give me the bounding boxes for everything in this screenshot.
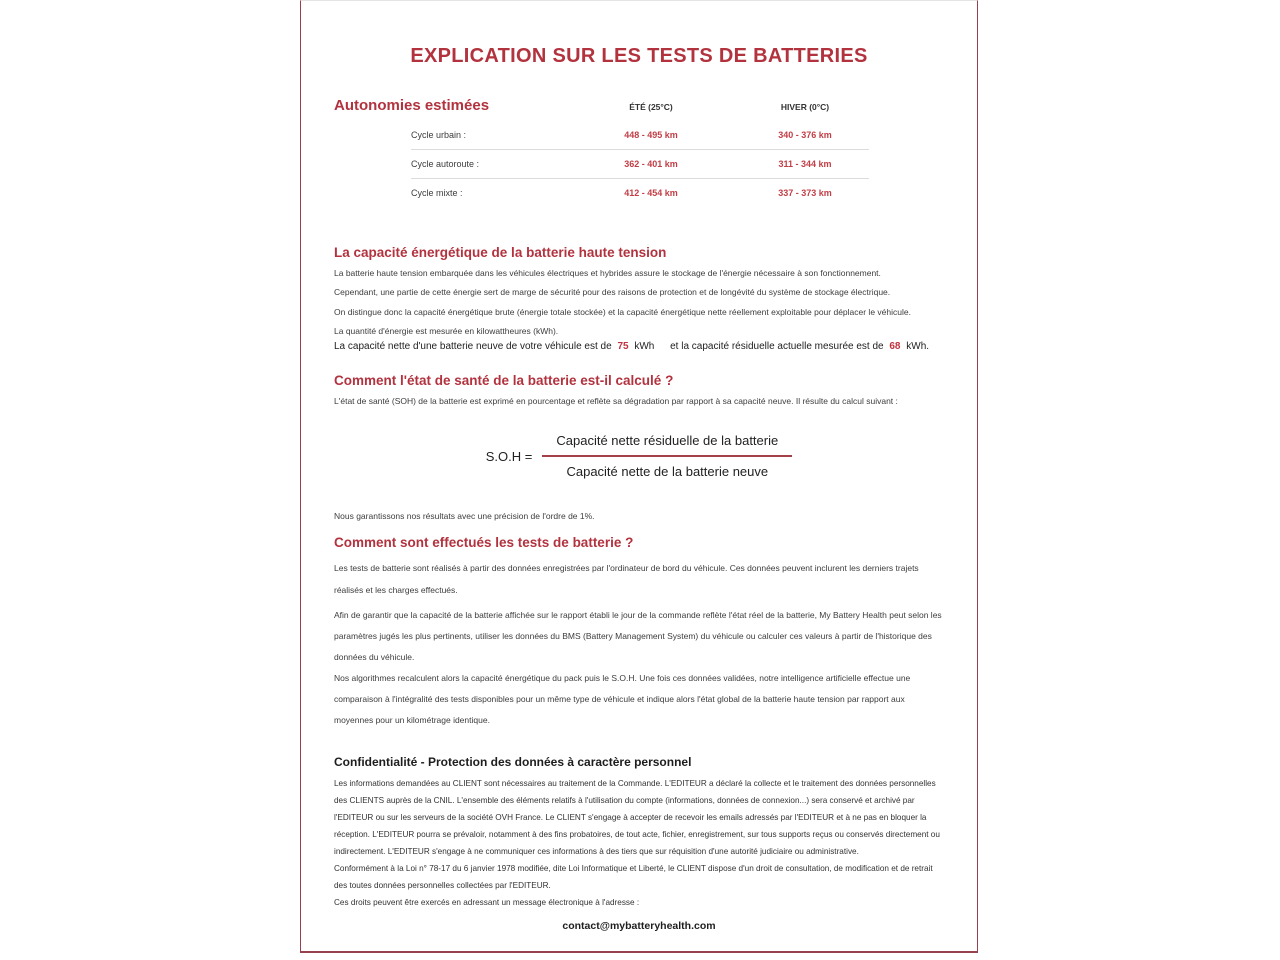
table-row: [411, 149, 869, 178]
row-value-winter: 340 - 376 km: [778, 129, 832, 140]
column-header-winter: HIVER (0°C): [780, 102, 830, 112]
summary-prefix: La capacité nette d'une batterie neuve de votre véhicule est de: [334, 341, 612, 352]
section-heading-soh: Comment l'état de santé de la batterie est-il calculé ?: [334, 373, 674, 388]
summary-middle: et la capacité résiduelle actuelle mesurée est de: [670, 341, 884, 352]
capacity-line: La batterie haute tension embarquée dans les véhicules électriques et hybrides assure le stockage de l'énergie nécessaire à son fonctionnement.: [334, 268, 881, 278]
capacity-line: La quantité d'énergie est mesurée en kilowattheures (kWh).: [334, 325, 559, 336]
capacity-line: Cependant, une partie de cette énergie sert de marge de sécurité pour des raisons de protection et de longévité du système de stockage électrique.: [334, 287, 891, 298]
privacy-closing: Ces droits peuvent être exercés en adressant un message électronique à l'adresse :: [334, 898, 640, 907]
privacy-paragraph: Les informations demandées au CLIENT sont nécessaires au traitement de la Commande. L'EDITEUR a déclaré la collecte et le traitement des données personnelles des CLIENTS auprès de la CNIL. L'ensemble des éléments relatifs à l'utilisation du compte (informations, données de connexion...) sera conservé et archivé par l'EDITEUR ou sur les serveurs de la société OVH France. Le CLIENT s'engage à accepter de recevoir les emails adressés par l'EDITEUR et à ne pas en bloquer la réception. L'EDITEUR pourra se prévaloir, notamment à des fins probatoires, de tout acte, fichier, enregistrement, sur tous supports reçus ou conservés directement ou indirectement. L'EDITEUR s'engage à ne communiquer ces informations à des tiers que sur réquisition d'une autorité judiciaire ou administrative.: [334, 779, 940, 856]
section-heading-tests: Comment sont effectués les tests de batterie ?: [334, 535, 634, 550]
unit-kwh: kWh: [634, 341, 655, 352]
table-row: [411, 120, 869, 149]
autonomy-heading: Autonomies estimées: [334, 97, 490, 114]
soh-intro: L'état de santé (SOH) de la batterie est exprimé en pourcentage et reflète sa dégradation par rapport à sa capacité neuve. Il résulte du calcul suivant :: [334, 396, 898, 406]
privacy-paragraph: Conformément à la Loi n° 78-17 du 6 janvier 1978 modifiée, dite Loi Informatique et Liberté, le CLIENT dispose d'un droit de consultation, de modification et de retrait des toutes données personnelles collectées par l'EDITEUR.: [334, 864, 933, 890]
capacity-summary: [334, 341, 944, 352]
autonomy-header: [334, 97, 944, 114]
unit-kwh: kWh.: [906, 341, 930, 352]
formula-label: S.O.H =: [485, 448, 533, 464]
column-header-summer: ÉTÉ (25°C): [629, 102, 673, 112]
section-heading-capacity: La capacité énergétique de la batterie haute tension: [334, 245, 667, 260]
capacity-paragraph: [334, 264, 944, 341]
table-row: [411, 178, 869, 207]
section-heading-privacy: Confidentialité - Protection des données à caractère personnel: [334, 755, 692, 769]
residual-capacity-value: 68: [889, 341, 901, 352]
formula-denominator: Capacité nette de la batterie neuve: [566, 464, 769, 479]
row-value-summer: 362 - 401 km: [624, 159, 678, 169]
row-value-winter: 337 - 373 km: [778, 188, 832, 198]
contact-email-link[interactable]: contact@mybatteryhealth.com: [562, 920, 716, 932]
tests-paragraph: Afin de garantir que la capacité de la batterie affichée sur le rapport établi le jour de la commande reflète l'état réel de la batterie, My Battery Health peut selon les paramètres jugés les plus pertinents, utiliser les données du BMS (Battery Management System) du véhicule ou calculer ces valeurs à partir de l'historique des données du véhicule.: [334, 610, 942, 662]
formula-numerator: Capacité nette résiduelle de la batterie: [542, 433, 792, 457]
document-page: [300, 0, 978, 953]
row-label: Cycle autoroute :: [411, 159, 480, 169]
row-value-summer: 448 - 495 km: [624, 129, 678, 140]
page-title: EXPLICATION SUR LES TESTS DE BATTERIES: [410, 45, 868, 67]
autonomy-table: [411, 120, 869, 207]
formula-fraction: [542, 433, 792, 479]
soh-formula: [301, 433, 977, 479]
tests-paragraph: Les tests de batterie sont réalisés à partir des données enregistrées par l'ordinateur de bord du véhicule. Ces données peuvent inclurent les derniers trajets réalisés et les charges effectués.: [334, 563, 919, 595]
precision-guarantee: Nous garantissons nos résultats avec une précision de l'ordre de 1%.: [334, 511, 595, 521]
row-value-summer: 412 - 454 km: [624, 188, 678, 198]
row-label: Cycle urbain :: [411, 129, 467, 140]
new-capacity-value: 75: [617, 341, 629, 352]
capacity-line: On distingue donc la capacité énergétique brute (énergie totale stockée) et la capacité énergétique nette réellement exploitable pour déplacer le véhicule.: [334, 306, 911, 317]
privacy-section: [334, 755, 944, 932]
row-value-winter: 311 - 344 km: [778, 159, 832, 169]
tests-paragraph: Nos algorithmes recalculent alors la capacité énergétique du pack puis le S.O.H. Une fois ces données validées, notre intelligence artificielle effectue une comparaison à l'intégralité des tests disponibles pour un même type de véhicule et indique alors l'état global de la batterie haute tension par rapport aux moyennes pour un kilométrage identique.: [334, 673, 911, 725]
row-label: Cycle mixte :: [411, 188, 463, 198]
